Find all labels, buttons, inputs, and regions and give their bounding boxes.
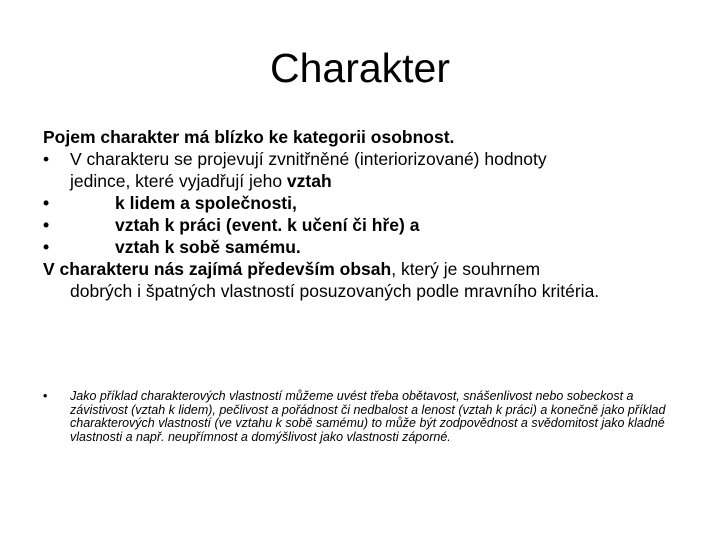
bullet-item-values	[43, 148, 703, 192]
bullet-icon: •	[43, 215, 50, 235]
bullet-item-people	[43, 192, 703, 214]
footnote-example	[43, 390, 683, 444]
bullet-values-line2	[43, 170, 703, 192]
closing-normal-text: , který je souhrnem	[391, 259, 541, 279]
slide-title: Charakter	[269, 45, 450, 91]
slide-body	[43, 126, 703, 302]
bullet-icon: •	[43, 149, 50, 169]
bullet-self-text: vztah k sobě samému.	[115, 237, 301, 257]
bullet-work-text: vztah k práci (event. k učení či hře) a	[115, 215, 420, 235]
bullet-icon: •	[43, 389, 48, 403]
bullet-item-self	[43, 236, 703, 258]
bullet-people-text: k lidem a společnosti,	[115, 193, 297, 213]
intro-text: Pojem charakter má blízko ke kategorii osobnost.	[43, 127, 455, 147]
closing-paragraph	[43, 258, 703, 302]
footnote-text: Jako příklad charakterových vlastností můžeme uvést třeba obětavost, snášenlivost nebo sobeckost a závistivost (vztah k lidem), pečlivost a pořádnost či nedbalost a lenost (vztah k práci) a konečně jako příklad charakterových vlastností (ve vztahu k sobě samému) to může být zodpovědnost a svědomitost jako kladné vlastnosti a např. neupřímnost a domýšlivost jako vlastnosti záporné.	[70, 389, 666, 444]
closing-line1	[43, 258, 703, 280]
closing-bold-text: V charakteru nás zajímá především obsah	[43, 259, 392, 279]
closing-line2: dobrých i špatných vlastností posuzovaných podle mravního kritéria.	[70, 281, 600, 301]
bullet-values-line2-text: jedince, které vyjadřují jeho	[70, 171, 287, 191]
bullet-icon: •	[43, 193, 50, 213]
bullet-icon: •	[43, 237, 50, 257]
bullet-values-line2-bold: vztah	[286, 171, 332, 191]
bullet-values-line1: V charakteru se projevují zvnitřněné (interiorizované) hodnoty	[70, 149, 547, 169]
bullet-item-work	[43, 214, 703, 236]
